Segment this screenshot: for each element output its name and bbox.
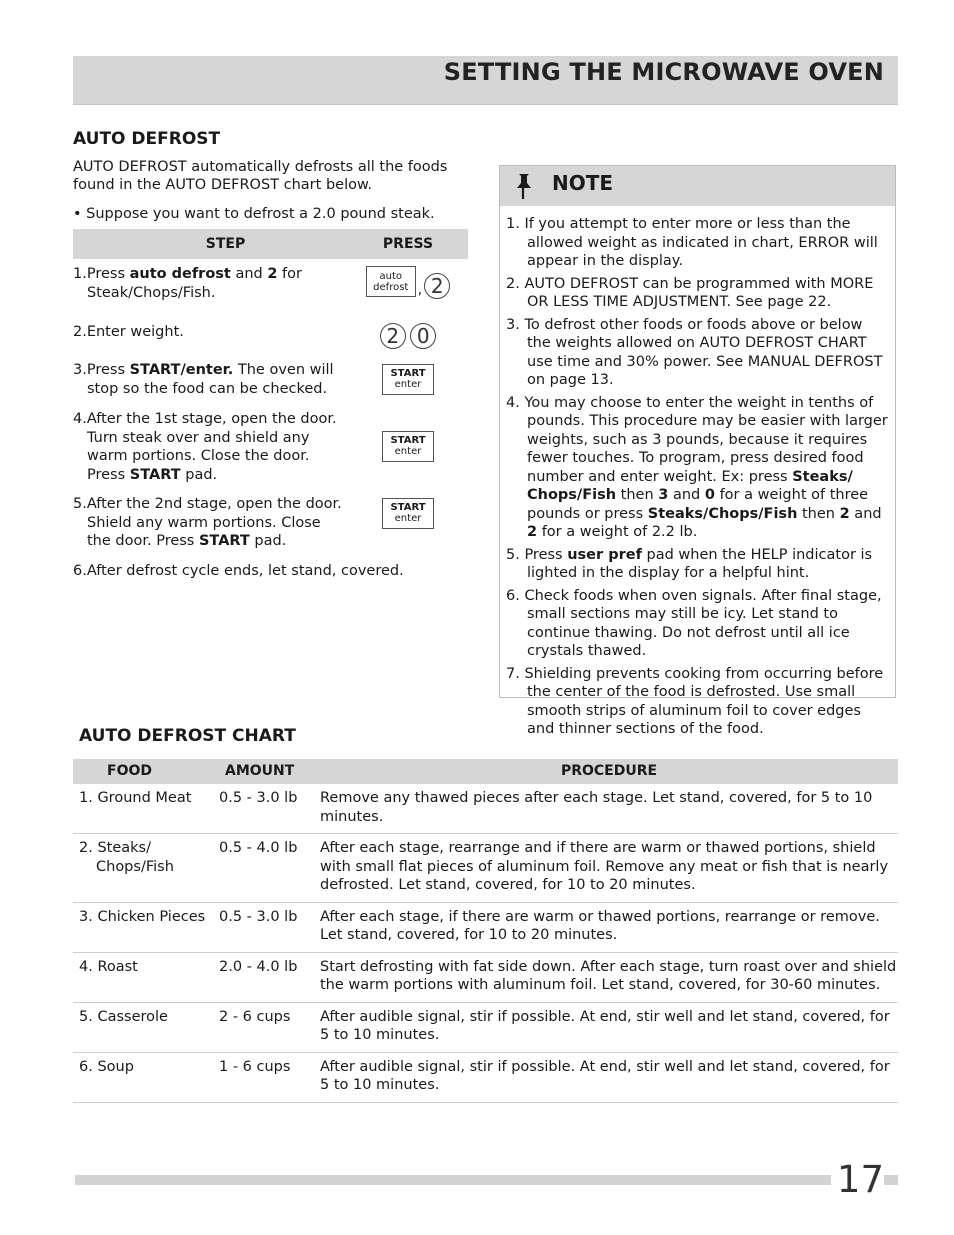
- step-row: [73, 495, 468, 562]
- header-bar: [73, 56, 898, 105]
- note-list: [500, 206, 895, 739]
- amount-cell-text: 0.5 - 3.0 lb: [219, 908, 298, 925]
- note-bold: Steaks/ Chops/Fish: [527, 468, 853, 503]
- step-row: [73, 323, 468, 361]
- step-1: [73, 259, 348, 323]
- food-cell-text: 3. Chicken Pieces: [79, 908, 206, 925]
- note-text: and: [849, 505, 882, 522]
- table-row: [73, 834, 898, 903]
- procedure-cell-text: After audible signal, stir if possible. At end, stir well and let stand, covered, for 5 to 10 minutes.: [320, 1058, 890, 1093]
- auto-defrost-key: [366, 266, 416, 297]
- amount-column-header: AMOUNT: [219, 759, 320, 784]
- amount-cell-text: 1 - 6 cups: [219, 1058, 291, 1075]
- note-text: for a weight of three pounds or press: [527, 487, 869, 522]
- note-text: 3. To defrost other foods or foods above or below the weights allowed on AUTO DEFROST CHART use time and 30% power. See MANUAL DEFROST on page 13.: [506, 316, 883, 388]
- amount-cell-text: 0.5 - 3.0 lb: [219, 790, 298, 806]
- note-item-5: [506, 546, 889, 583]
- number-0-key: 0: [410, 323, 436, 349]
- key-label: START: [390, 502, 426, 513]
- note-text: 7. Shielding prevents cooking from occurring before the center of the food is defrosted. Use small smooth strips of aluminum foil to cover edges and thinner sections of the food.: [506, 665, 884, 737]
- food-column-header: FOOD: [73, 759, 219, 784]
- number-2-key: 2: [380, 323, 406, 349]
- amount-cell: [219, 834, 320, 903]
- step-row: [73, 361, 468, 410]
- step-bold: auto defrost: [129, 266, 231, 282]
- procedure-cell: [320, 902, 898, 952]
- note-item-3: [506, 316, 889, 390]
- auto-defrost-section: [73, 130, 469, 581]
- note-text: 4. You may choose to enter the weight in tenths of pounds. This procedure may be easier with larger weights, such as 3 pounds, because it requires fewer touches. To program, press desired food number and enter weight. Ex: press: [506, 394, 888, 485]
- start-enter-key: [382, 431, 434, 462]
- note-item-4: [506, 394, 889, 542]
- note-text: 5. Press: [506, 546, 568, 563]
- note-bold: user pref: [567, 546, 642, 563]
- amount-cell: [219, 952, 320, 1002]
- note-text: 2. AUTO DEFROST can be programmed with MORE OR LESS TIME ADJUSTMENT. See page 22.: [506, 275, 874, 310]
- step-6: [73, 562, 468, 581]
- table-row: [73, 1002, 898, 1052]
- step-column-header: STEP: [73, 229, 348, 259]
- food-cell-text: 6. Soup: [79, 1058, 134, 1075]
- step-row: [73, 562, 468, 581]
- step-text: 2.Enter weight.: [73, 324, 184, 340]
- press-1: [348, 259, 468, 323]
- note-text: then: [797, 505, 840, 522]
- key-label: enter: [394, 446, 422, 457]
- note-text: then: [616, 487, 659, 503]
- note-bold: 0: [704, 487, 715, 503]
- procedure-cell-text: Remove any thawed pieces after each stage. Let stand, covered, for 5 to 10 minutes.: [320, 790, 873, 825]
- note-header: [500, 166, 895, 206]
- footer-bar: [75, 1175, 898, 1185]
- food-cell-text: 5. Casserole: [79, 1008, 168, 1025]
- page-title: SETTING THE MICROWAVE OVEN: [443, 58, 884, 86]
- amount-cell-text: 2.0 - 4.0 lb: [219, 958, 298, 975]
- chart-title: AUTO DEFROST CHART: [79, 726, 296, 746]
- chart-body: [73, 784, 898, 1102]
- key-label: auto: [379, 271, 403, 282]
- key-label: enter: [394, 379, 422, 390]
- example-bullet: • Suppose you want to defrost a 2.0 pound steak.: [73, 205, 435, 222]
- auto-defrost-chart: [73, 759, 898, 1103]
- food-cell: [73, 784, 219, 834]
- step-text: 6.After defrost cycle ends, let stand, covered.: [73, 563, 404, 579]
- amount-cell: [219, 1002, 320, 1052]
- food-cell: [73, 902, 219, 952]
- procedure-cell: [320, 784, 898, 834]
- note-bold: Steaks/Chops/Fish: [647, 505, 798, 522]
- amount-cell: [219, 784, 320, 834]
- step-text: for Steak/Chops/Fish.: [87, 266, 302, 301]
- comma-separator: ,: [417, 281, 423, 298]
- step-row: [73, 410, 468, 495]
- amount-cell: [219, 1052, 320, 1102]
- page-number: 17: [831, 1160, 884, 1200]
- press-5: [348, 495, 468, 562]
- procedure-cell: [320, 834, 898, 903]
- note-item-1: [506, 215, 889, 271]
- step-text: pad.: [180, 466, 218, 483]
- note-box: [499, 165, 896, 737]
- note-text: 6. Check foods when oven signals. After final stage, small sections may still be icy. Let stand to continue thawing. Do not defrost until all ice crystals thawed.: [506, 587, 882, 659]
- food-cell: [73, 834, 219, 903]
- step-4: [73, 410, 348, 495]
- step-text: 5.After the 2nd stage, open the door. Shield any warm portions. Close the door. Press: [73, 496, 342, 549]
- step-3: [73, 361, 348, 410]
- food-cell-text: 1. Ground Meat: [79, 790, 192, 806]
- pushpin-icon: [513, 171, 535, 207]
- step-text: 3.Press: [73, 362, 130, 378]
- step-bold: START: [198, 533, 250, 549]
- table-row: [73, 902, 898, 952]
- procedure-cell-text: After audible signal, stir if possible. At end, stir well and let stand, covered, for 5 to 10 minutes.: [320, 1008, 890, 1043]
- step-2: [73, 323, 348, 361]
- food-cell: [73, 1002, 219, 1052]
- note-title: NOTE: [552, 171, 614, 195]
- note-text: pad when the HELP indicator is lighted in the display for a helpful hint.: [527, 546, 873, 581]
- step-5: [73, 495, 348, 562]
- note-item-7: [506, 665, 889, 739]
- procedure-cell-text: Start defrosting with fat side down. After each stage, turn roast over and shield the warm portions with aluminum foil. Let stand, covered, for 30-60 minutes.: [320, 958, 897, 993]
- amount-cell: [219, 902, 320, 952]
- press-2: [348, 323, 468, 361]
- note-bold: 2: [527, 524, 538, 540]
- note-text: and: [668, 487, 705, 503]
- key-label: START: [390, 368, 426, 379]
- start-enter-key: [382, 364, 434, 395]
- table-row: [73, 784, 898, 834]
- step-text: 4.After the 1st stage, open the door. Turn steak over and shield any warm portions. Close the door. Press: [73, 411, 337, 483]
- procedure-cell: [320, 1052, 898, 1102]
- note-text: 1. If you attempt to enter more or less than the allowed weight as indicated in chart, ERROR will appear in the display.: [506, 216, 878, 269]
- step-bold: START/enter.: [129, 362, 234, 378]
- table-row: [73, 1052, 898, 1102]
- procedure-cell-text: After each stage, if there are warm or thawed portions, rearrange or remove. Let stand, covered, for 10 to 20 minutes.: [320, 908, 880, 943]
- step-text: pad.: [249, 533, 287, 549]
- procedure-cell: [320, 1002, 898, 1052]
- food-cell: [73, 1052, 219, 1102]
- note-item-2: [506, 275, 889, 312]
- chart-header-row: [73, 759, 898, 784]
- procedure-cell: [320, 952, 898, 1002]
- number-2-key: 2: [424, 273, 450, 299]
- note-text: for a weight of 2.2 lb.: [537, 524, 698, 540]
- step-row: [73, 259, 468, 323]
- press-column-header: PRESS: [348, 229, 468, 259]
- table-row: [73, 952, 898, 1002]
- start-enter-key: [382, 498, 434, 529]
- note-bold: 2: [839, 505, 850, 522]
- food-cell-text: 2. Steaks/ Chops/Fish: [79, 840, 174, 875]
- auto-defrost-title: AUTO DEFROST: [73, 129, 221, 149]
- step-table-header: [73, 229, 468, 259]
- step-text: 1.Press: [73, 266, 130, 282]
- step-table: [73, 229, 468, 581]
- step-bold: 2: [267, 266, 278, 282]
- amount-cell-text: 2 - 6 cups: [219, 1008, 291, 1025]
- key-label: defrost: [373, 282, 409, 293]
- food-cell: [73, 952, 219, 1002]
- procedure-column-header: PROCEDURE: [320, 759, 898, 784]
- key-label: START: [390, 435, 426, 446]
- step-text: and: [230, 266, 268, 282]
- procedure-cell-text: After each stage, rearrange and if there are warm or thawed portions, shield with small flat pieces of aluminum foil. Remove any meat or fish that is nearly defrosted. Let stand, covered, for 10 to 20 minutes.: [320, 840, 889, 893]
- note-item-6: [506, 587, 889, 661]
- amount-cell-text: 0.5 - 4.0 lb: [219, 840, 298, 856]
- auto-defrost-intro: AUTO DEFROST automatically defrosts all the foods found in the AUTO DEFROST chart below.: [73, 158, 448, 193]
- key-label: enter: [394, 513, 422, 524]
- step-text: The oven will stop so the food can be checked.: [87, 362, 334, 397]
- press-3: [348, 361, 468, 410]
- note-bold: 3: [658, 487, 669, 503]
- press-4: [348, 410, 468, 495]
- food-cell-text: 4. Roast: [79, 958, 138, 975]
- step-bold: START: [129, 466, 181, 483]
